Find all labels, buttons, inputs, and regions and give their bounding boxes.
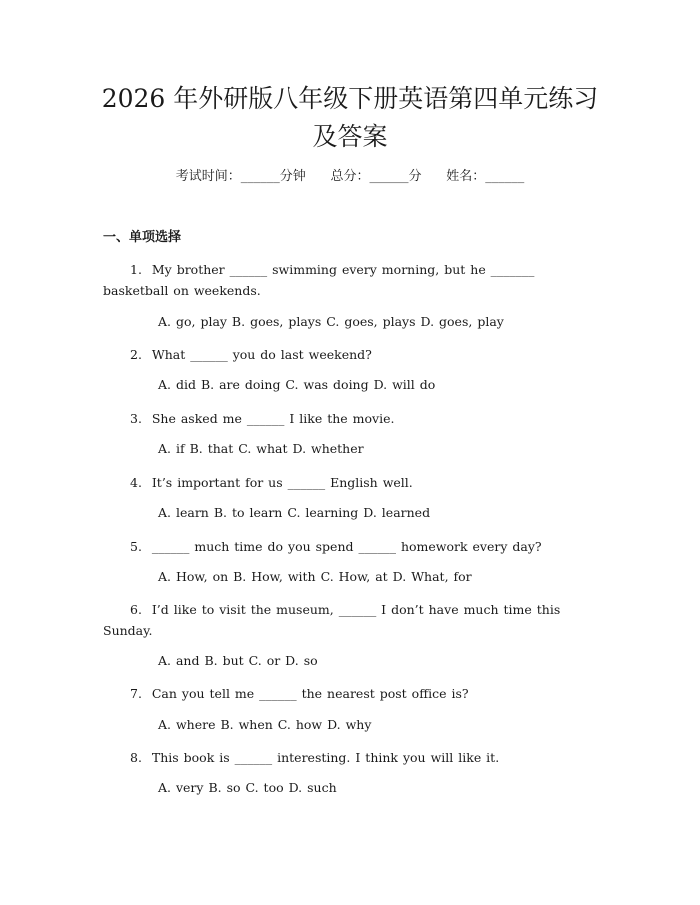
question-3: 3. She asked me ______ I like the movie.	[130, 411, 395, 426]
title-line-1: 2026 年外研版八年级下册英语第四单元练习	[101, 84, 599, 113]
question-1-options: A. go, play B. goes, plays C. goes, plays D. goes, play	[158, 314, 504, 329]
question-4-options: A. learn B. to learn C. learning D. learned	[158, 505, 431, 520]
question-7-options: A. where B. when C. how D. why	[158, 717, 372, 732]
question-3-options: A. if B. that C. what D. whether	[158, 441, 364, 456]
question-5: 5. ______ much time do you spend ______ homework every day?	[130, 539, 542, 554]
section-title-multiple-choice: 一、单项选择	[103, 230, 182, 245]
exam-info-line: 考试时间：______分钟 总分：______分 姓名：______	[175, 169, 525, 184]
document-title	[90, 80, 610, 156]
question-5-options: A. How, on B. How, with C. How, at D. What, for	[158, 569, 472, 584]
question-4: 4. It’s important for us ______ English well.	[130, 475, 413, 490]
question-8: 8. This book is ______ interesting. I think you will like it.	[130, 750, 500, 765]
question-6: 6. I’d like to visit the museum, ______ I don’t have much time this Sunday.	[103, 602, 566, 638]
question-8-options: A. very B. so C. too D. such	[158, 780, 337, 795]
question-7: 7. Can you tell me ______ the nearest post office is?	[130, 686, 469, 701]
question-2: 2. What ______ you do last weekend?	[130, 347, 372, 362]
title-line-2: 及答案	[312, 122, 388, 151]
question-1: 1. My brother ______ swimming every morning, but he _______ basketball on weekends.	[103, 262, 540, 298]
question-2-options: A. did B. are doing C. was doing D. will do	[158, 377, 436, 392]
question-6-options: A. and B. but C. or D. so	[158, 653, 318, 668]
